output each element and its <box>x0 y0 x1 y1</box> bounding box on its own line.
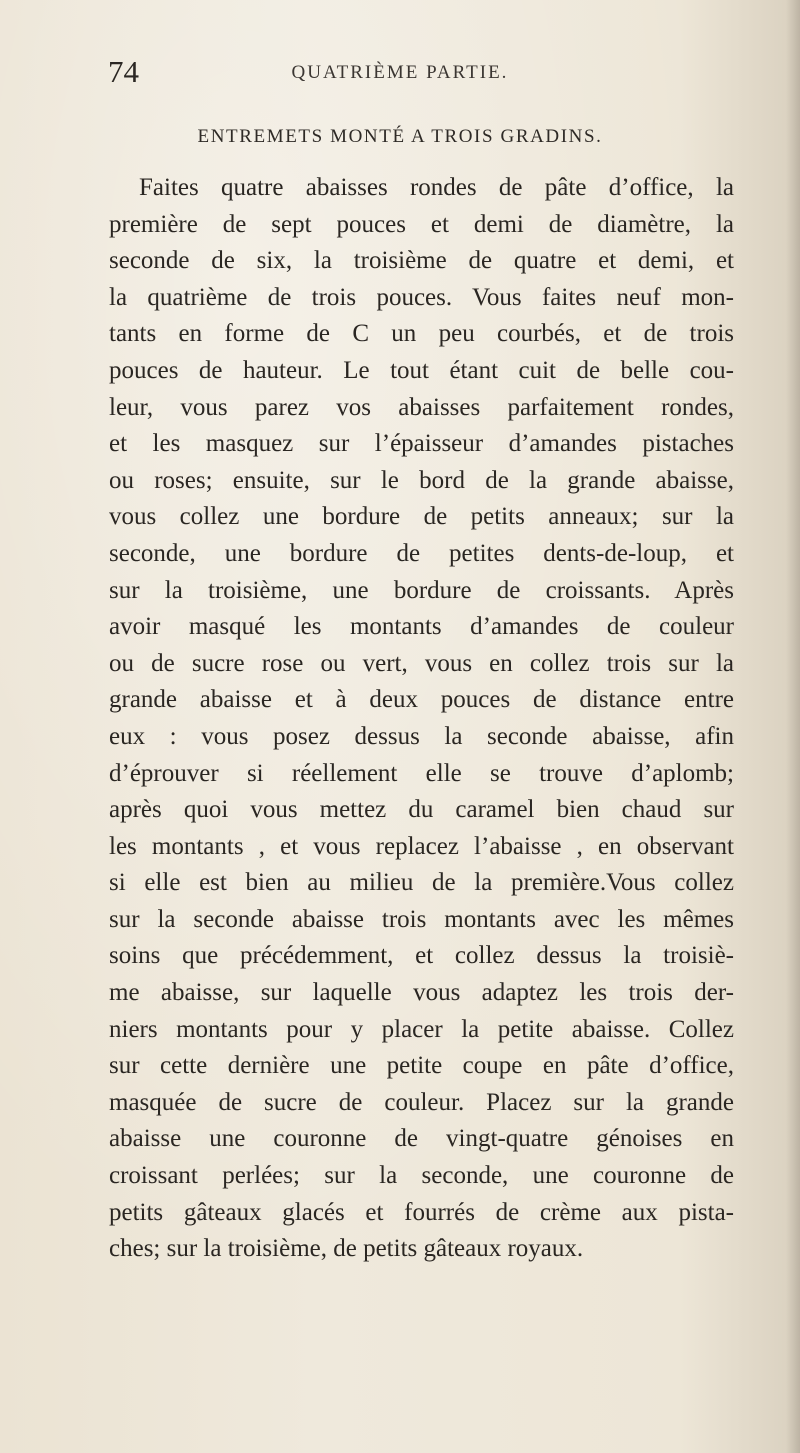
text-line: croissant perlées; sur la seconde, une couronne de <box>109 1162 734 1190</box>
recipe-body <box>109 170 734 1268</box>
text-line: si elle est bien au milieu de la première.Vous collez <box>109 869 734 897</box>
text-line: avoir masqué les montants d’amandes de couleur <box>109 613 734 641</box>
text-line: seconde de six, la troisième de quatre et demi, et <box>109 247 734 275</box>
text-line: soins que précédemment, et collez dessus la troisiè- <box>109 942 734 970</box>
text-line: première de sept pouces et demi de diamètre, la <box>109 210 734 238</box>
text-line: tants en forme de C un peu courbés, et de trois <box>109 320 734 348</box>
text-line: seconde, une bordure de petites dents-de-loup, et <box>109 539 734 567</box>
text-line: Faites quatre abaisses rondes de pâte d’office, la <box>139 174 734 201</box>
text-line: sur la troisième, une bordure de croissants. Après <box>109 576 734 604</box>
text-line: et les masquez sur l’épaisseur d’amandes pistaches <box>109 430 734 458</box>
text-line: petits gâteaux glacés et fourrés de crème aux pista- <box>109 1198 734 1226</box>
text-line: ou roses; ensuite, sur le bord de la grande abaisse, <box>109 466 734 494</box>
text-line: ches; sur la troisième, de petits gâteaux royaux. <box>109 1235 584 1263</box>
running-head <box>0 52 800 92</box>
text-line: sur cette dernière une petite coupe en pâte d’office, <box>109 1052 734 1080</box>
running-title: QUATRIÈME PARTIE. <box>291 62 509 83</box>
text-line: masquée de sucre de couleur. Placez sur la grande <box>109 1088 734 1116</box>
text-line: abaisse une couronne de vingt-quatre génoises en <box>109 1125 734 1153</box>
text-line: eux : vous posez dessus la seconde abaisse, afin <box>109 722 734 750</box>
text-line: les montants , et vous replacez l’abaisse , en observant <box>109 832 734 860</box>
text-line: d’éprouver si réellement elle se trouve d’aplomb; <box>109 759 734 787</box>
text-line: pouces de hauteur. Le tout étant cuit de belle cou- <box>109 356 734 384</box>
text-line: grande abaisse et à deux pouces de distance entre <box>109 686 734 714</box>
text-line: vous collez une bordure de petits anneaux; sur la <box>109 503 734 531</box>
text-line: me abaisse, sur laquelle vous adaptez les trois der- <box>109 979 734 1007</box>
text-line: sur la seconde abaisse trois montants avec les mêmes <box>109 905 734 933</box>
text-line: ou de sucre rose ou vert, vous en collez trois sur la <box>109 649 734 677</box>
text-line: la quatrième de trois pouces. Vous faites neuf mon- <box>109 283 734 311</box>
text-line: niers montants pour y placer la petite abaisse. Collez <box>109 1015 734 1043</box>
page-edge-shadow <box>786 0 800 1453</box>
recipe-heading: ENTREMETS MONTÉ A TROIS GRADINS. <box>197 126 603 147</box>
text-line: après quoi vous mettez du caramel bien chaud sur <box>109 796 734 824</box>
text-line: leur, vous parez vos abaisses parfaitement rondes, <box>109 393 734 421</box>
page-number: 74 <box>108 54 139 89</box>
